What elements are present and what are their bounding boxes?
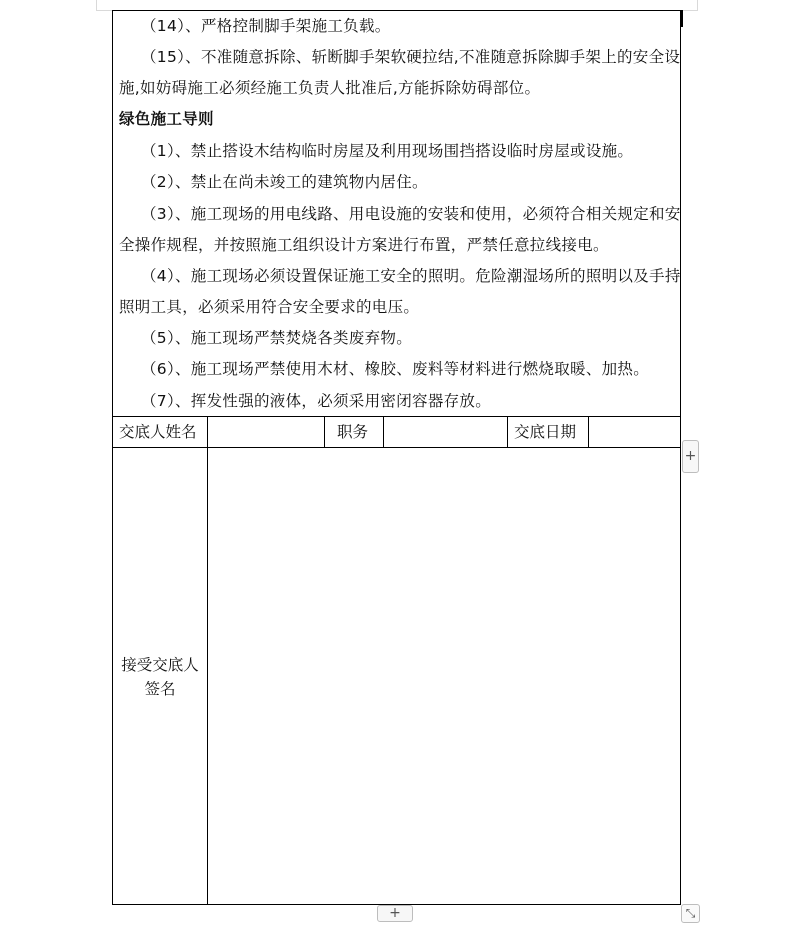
date-cell[interactable]	[589, 417, 680, 447]
add-row-button[interactable]: +	[377, 905, 413, 922]
position-label: 职务	[337, 423, 369, 441]
paragraph: （1）、禁止搭设木结构临时房屋及利用现场围挡搭设临时房屋或设施。	[141, 142, 634, 160]
page-corner-right	[681, 10, 697, 11]
add-column-button[interactable]: +	[682, 440, 699, 473]
paragraph-continuation: 照明工具，必须采用符合安全要求的电压。	[119, 298, 420, 316]
signature-cell[interactable]	[208, 448, 680, 904]
paragraph: （3）、施工现场的用电线路、用电设施的安装和使用，必须符合相关规定和安	[141, 205, 681, 223]
table-resize-icon[interactable]: ⤡	[681, 904, 700, 923]
paragraph: （4）、施工现场必须设置保证施工安全的照明。危险潮湿场所的照明以及手持	[141, 267, 681, 285]
signature-label-line1: 接受交底人	[121, 656, 199, 674]
content-cell[interactable]	[113, 11, 680, 417]
paragraph: （15）、不准随意拆除、斩断脚手架软硬拉结,不准随意拆除脚手架上的安全设	[141, 48, 681, 66]
paragraph: （5）、施工现场严禁焚烧各类废弃物。	[141, 329, 413, 347]
presenter-name-label: 交底人姓名	[119, 423, 197, 441]
section-heading: 绿色施工导则	[119, 110, 214, 128]
briefing-table	[112, 10, 681, 905]
info-row	[113, 417, 680, 448]
position-cell[interactable]	[384, 417, 507, 447]
signature-label	[113, 653, 207, 701]
page-corner-left	[96, 10, 113, 11]
date-label: 交底日期	[514, 423, 577, 441]
paragraph-continuation: 全操作规程，并按照施工组织设计方案进行布置，严禁任意拉线接电。	[119, 236, 609, 254]
text-cursor	[681, 10, 683, 27]
signature-row	[113, 448, 680, 904]
signature-label-line2: 签名	[144, 680, 176, 698]
paragraph: （2）、禁止在尚未竣工的建筑物内居住。	[141, 173, 428, 191]
presenter-name-cell[interactable]	[208, 417, 324, 447]
paragraph: （14）、严格控制脚手架施工负载。	[141, 17, 391, 35]
paragraph: （6）、施工现场严禁使用木材、橡胶、废料等材料进行燃烧取暖、加热。	[141, 360, 650, 378]
paragraph-continuation: 施,如妨碍施工必须经施工负责人批准后,方能拆除妨碍部位。	[119, 79, 541, 97]
paragraph: （7）、挥发性强的液体，必须采用密闭容器存放。	[141, 392, 492, 410]
